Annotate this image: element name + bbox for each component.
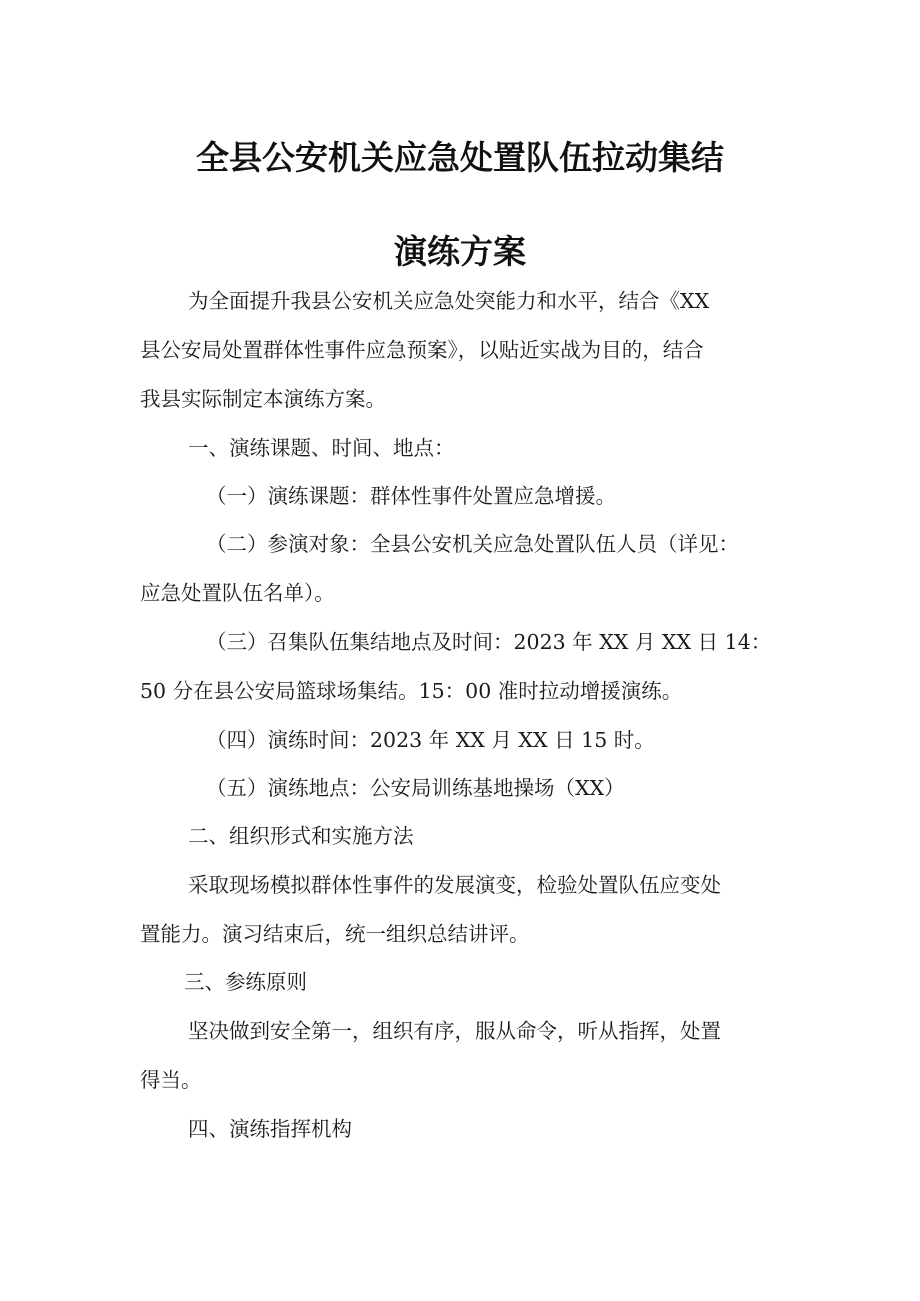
section-1-item-3-line-2: 50 分在县公安局篮球场集结。15：00 准时拉动增援演练。: [140, 679, 683, 703]
section-1-item-3-line-1: （三）召集队伍集结地点及时间：2023 年 XX 月 XX 日 14：: [206, 630, 772, 654]
section-3-body-line-1: 坚决做到安全第一，组织有序，服从命令，听从指挥，处置: [188, 1019, 721, 1043]
section-1-item-2-line-1: （二）参演对象：全县公安机关应急处置队伍人员（详见：: [206, 532, 739, 556]
section-1-item-1: （一）演练课题：群体性事件处置应急增援。: [206, 484, 616, 508]
section-2-heading: 二、组织形式和实施方法: [188, 824, 414, 848]
document-title-line-2: 演练方案: [394, 232, 526, 271]
section-1-item-5: （五）演练地点：公安局训练基地操场（XX）: [206, 776, 625, 800]
section-1-item-2-line-2: 应急处置队伍名单）。: [140, 581, 335, 605]
intro-line-2: 县公安局处置群体性事件应急预案》，以贴近实战为目的，结合: [140, 338, 704, 362]
intro-line-3: 我县实际制定本演练方案。: [140, 387, 386, 411]
section-2-body-line-1: 采取现场模拟群体性事件的发展演变，检验处置队伍应变处: [188, 873, 721, 897]
document-title-line-1: 全县公安机关应急处置队伍拉动集结: [196, 138, 724, 177]
section-2-body-line-2: 置能力。演习结束后，统一组织总结讲评。: [140, 922, 530, 946]
section-3-body-line-2: 得当。: [140, 1068, 202, 1092]
intro-line-1: 为全面提升我县公安机关应急处突能力和水平，结合《XX: [188, 289, 710, 313]
section-4-heading: 四、演练指挥机构: [188, 1117, 352, 1141]
section-1-item-4: （四）演练时间：2023 年 XX 月 XX 日 15 时。: [206, 728, 655, 752]
section-1-heading: 一、演练课题、时间、地点：: [188, 436, 455, 460]
section-3-heading: 三、参练原则: [184, 970, 307, 994]
